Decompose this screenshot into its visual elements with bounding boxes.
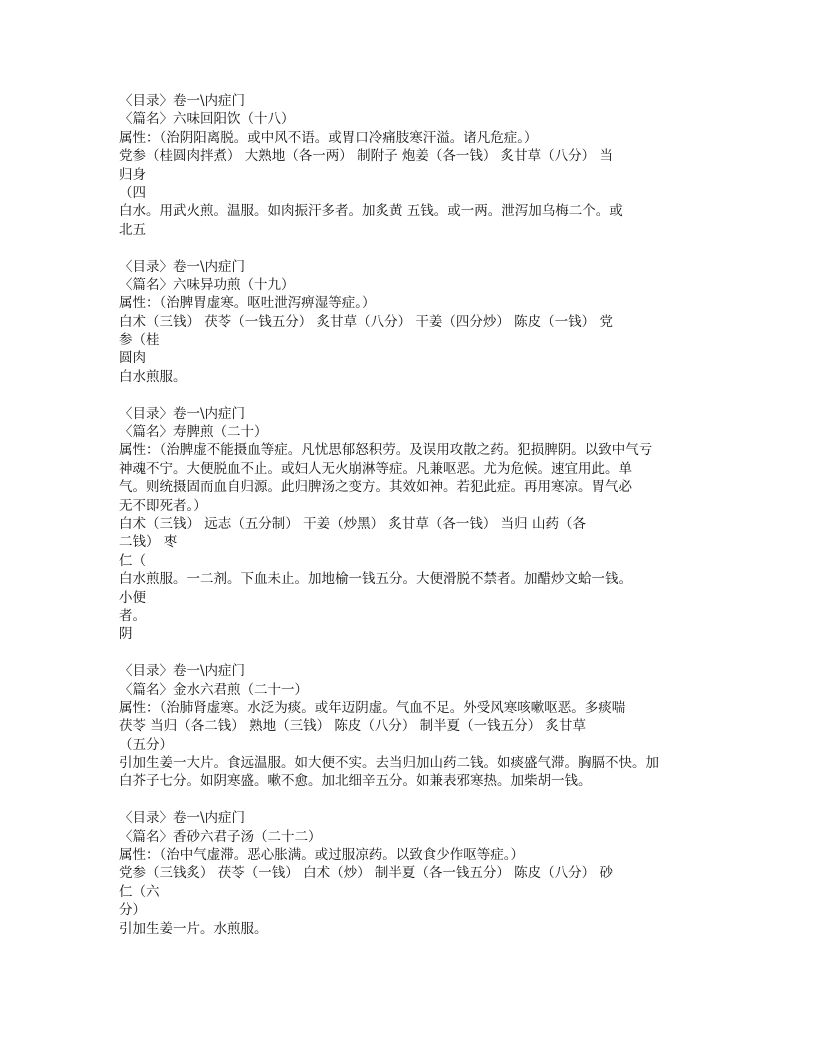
catalog-line: 〈目录〉卷一\内症门 [119,663,246,680]
formula-entry [119,92,699,239]
text-line: 归身 [119,166,146,183]
text-line: 属性：（治中气虚滞。恶心胀满。或过服凉药。以致食少作呕等症。） [119,847,524,864]
text-line: 引加生姜一片。水煎服。 [119,920,268,937]
text-line: 属性：（治阴阳离脱。或中风不语。或胃口冷痛肢寒汗溢。诸凡危症。） [119,129,538,146]
formula-entry [119,405,699,644]
text-line: 小便 [119,589,146,606]
text-line: 参（桂 [119,332,160,349]
text-line: （五分） [119,736,173,753]
text-line: 二钱） 枣 [119,534,178,551]
catalog-line: 〈目录〉卷一\内症门 [119,405,246,422]
text-line: 无不即死者。） [119,497,207,514]
text-line: 属性：（治肺肾虚寒。水泛为痰。或年迈阴虚。气血不足。外受风寒咳嗽呕恶。多痰喘 [119,699,626,716]
text-line: （四 [119,184,146,201]
title-line: 〈篇名〉六味回阳饮（十八） [119,111,295,128]
text-line: 茯苓 当归（各二钱） 熟地（三钱） 陈皮（八分） 制半夏（一钱五分） 炙甘草 [119,718,586,735]
text-line: 北五 [119,221,146,238]
text-line: 圆肉 [119,350,146,367]
text-line: 仁（六 [119,883,160,900]
text-line: 气。则统摄固而血自归源。此归脾汤之变方。其效如神。若犯此症。再用寒凉。胃气必 [119,479,632,496]
formula-entry [119,809,699,938]
text-line: 白水煎服。一二剂。下血未止。加地榆一钱五分。大便滑脱不禁者。加醋炒文蛤一钱。 [119,571,632,588]
title-line: 〈篇名〉六味异功煎（十九） [119,276,295,293]
text-line: 阴 [119,626,133,643]
text-line: 党参（三钱炙） 茯苓（一钱） 白术（炒） 制半夏（各一钱五分） 陈皮（八分） 砂 [119,865,613,882]
text-line: 党参（桂圆肉拌煮） 大熟地（各一两） 制附子 炮姜（各一钱） 炙甘草（八分） 当 [119,148,613,165]
title-line: 〈篇名〉寿脾煎（二十） [119,424,268,441]
title-line: 〈篇名〉香砂六君子汤（二十二） [119,828,322,845]
text-line: 白术（三钱） 茯苓（一钱五分） 炙甘草（八分） 干姜（四分炒） 陈皮（一钱） 党 [119,313,613,330]
text-line: 属性：（治脾虚不能摄血等症。凡忧思郁怒积劳。及误用攻散之药。犯损脾阴。以致中气亏 [119,442,653,459]
text-line: 分） [119,902,146,919]
text-line: 属性：（治脾胃虚寒。呕吐泄泻痹湿等症。） [119,295,376,312]
title-line: 〈篇名〉金水六君煎（二十一） [119,681,308,698]
text-line: 白水煎服。 [119,368,187,385]
catalog-line: 〈目录〉卷一\内症门 [119,258,246,275]
text-line: 神魂不宁。大便脱血不止。或妇人无火崩淋等症。凡兼呕恶。尤为危候。速宜用此。单 [119,460,632,477]
text-line: 白术（三钱） 远志（五分制） 干姜（炒黑） 炙甘草（各一钱） 当归 山药（各 [119,515,586,532]
catalog-line: 〈目录〉卷一\内症门 [119,93,246,109]
catalog-line: 〈目录〉卷一\内症门 [119,810,246,827]
text-line: 仁（ [119,552,146,569]
text-line: 白水。用武火煎。温服。如肉振汗多者。加炙黄 五钱。或一两。泄泻加乌梅二个。或 [119,203,623,220]
text-line: 白芥子七分。如阴寒盛。嗽不愈。加北细辛五分。如兼表邪寒热。加柴胡一钱。 [119,773,592,790]
text-line: 者。 [119,607,146,624]
document-body [119,92,699,956]
formula-entry [119,662,699,791]
text-line: 引加生姜一大片。食远温服。如大便不实。去当归加山药二钱。如痰盛气滞。胸膈不快。加 [119,755,659,772]
formula-entry [119,258,699,387]
